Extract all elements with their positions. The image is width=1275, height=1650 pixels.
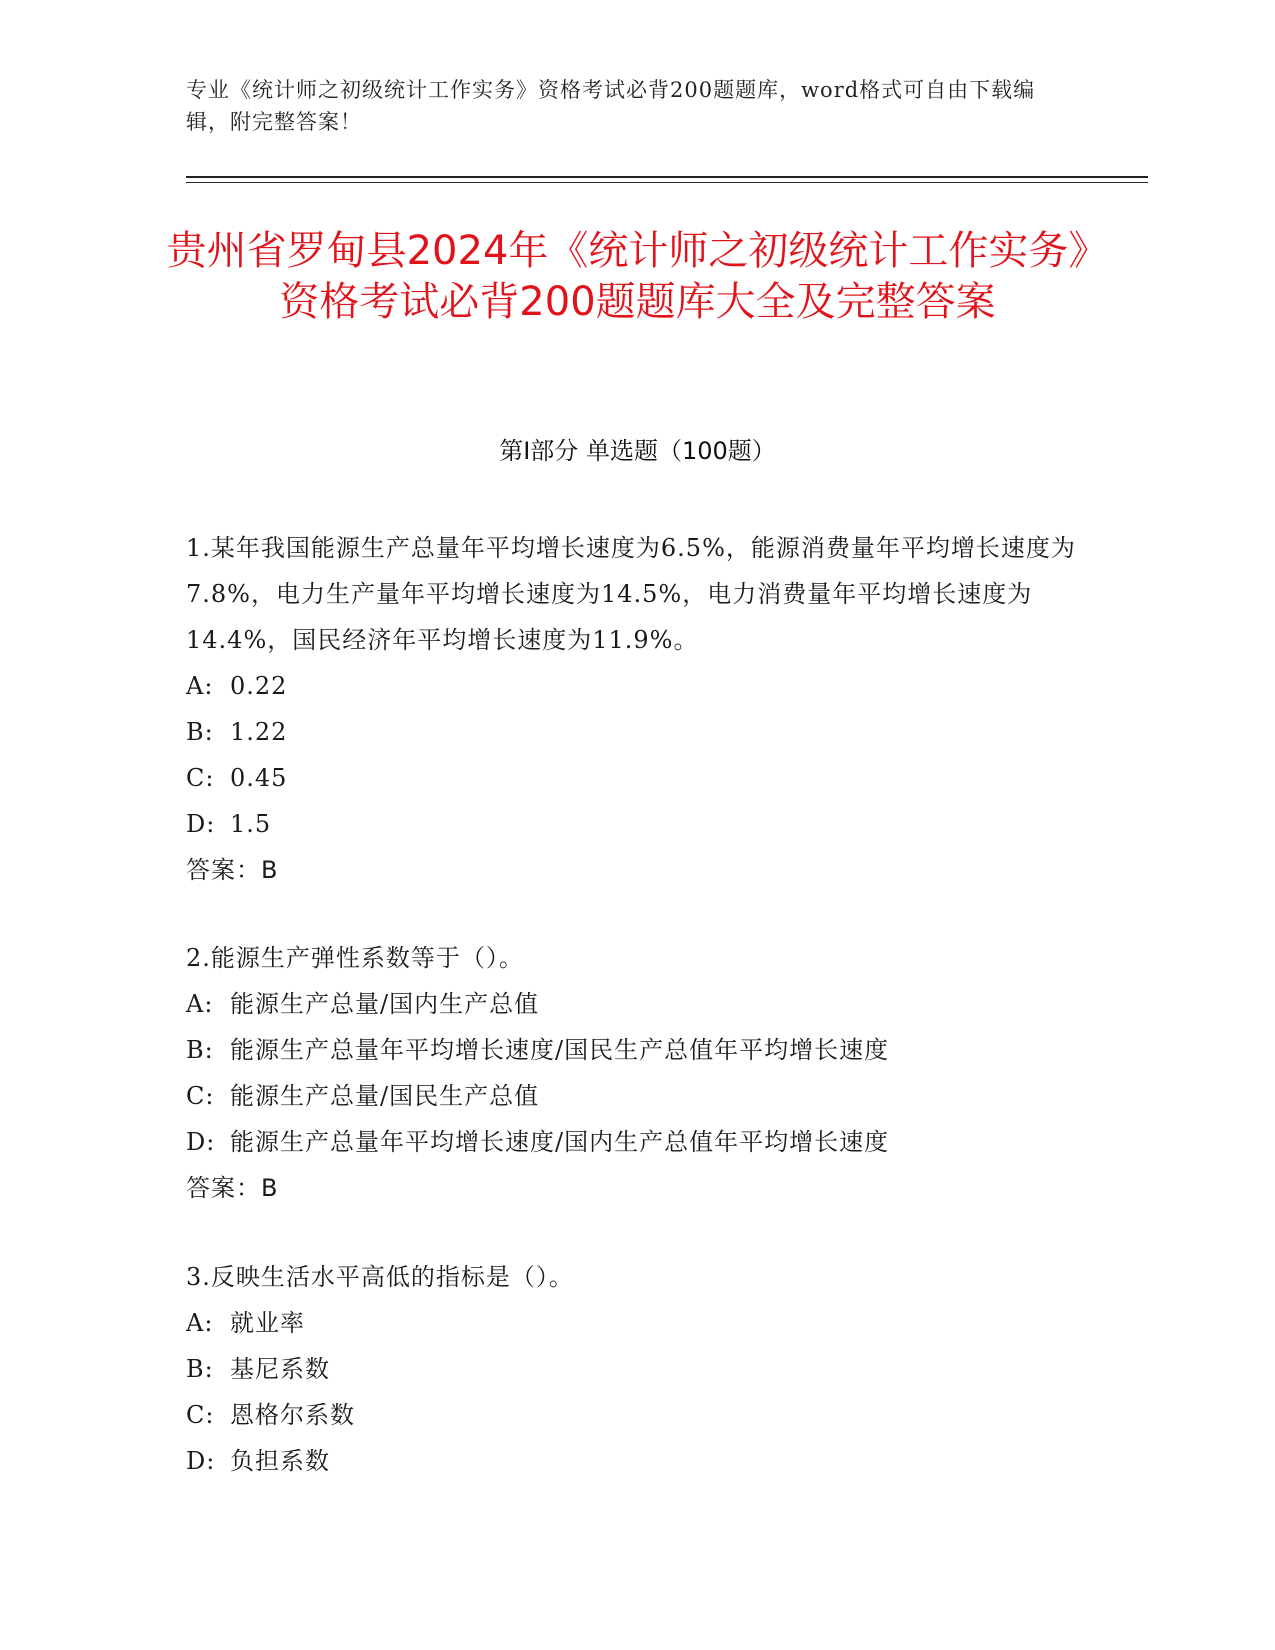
- option-key: C:: [186, 764, 215, 792]
- option-key: A:: [186, 672, 214, 700]
- option-text: 能源生产总量/国内生产总值: [230, 990, 540, 1018]
- header-note: 专业《统计师之初级统计工作实务》资格考试必背200题题库，word格式可自由下载编辑，附完整答案！: [186, 78, 1036, 134]
- option-b: [186, 1346, 1076, 1392]
- option-c: [186, 1392, 1076, 1438]
- option-key: A:: [186, 990, 214, 1018]
- option-d: [186, 1119, 1076, 1165]
- answer: 答案：B: [186, 1174, 279, 1202]
- option-key: B:: [186, 718, 214, 746]
- option-key: D:: [186, 1128, 216, 1156]
- option-key: D:: [186, 810, 216, 838]
- option-text: 能源生产总量年平均增长速度/国民生产总值年平均增长速度: [230, 1036, 890, 1064]
- question-stem: 2.能源生产弹性系数等于（）。: [186, 944, 524, 972]
- section-heading: 第Ⅰ部分 单选题（100题）: [499, 437, 776, 465]
- option-text: 能源生产总量年平均增长速度/国内生产总值年平均增长速度: [230, 1128, 890, 1156]
- option-key: B:: [186, 1355, 214, 1383]
- question-3: [186, 1254, 1076, 1484]
- option-text: 1.22: [230, 718, 288, 746]
- question-2: [186, 935, 1076, 1211]
- option-d: [186, 801, 1076, 847]
- option-a: [186, 981, 1076, 1027]
- question-1: [186, 525, 1076, 893]
- option-key: A:: [186, 1309, 214, 1337]
- option-text: 基尼系数: [230, 1355, 330, 1383]
- option-text: 0.22: [230, 672, 288, 700]
- option-text: 0.45: [230, 764, 288, 792]
- option-key: D:: [186, 1447, 216, 1475]
- option-text: 1.5: [230, 810, 272, 838]
- option-key: C:: [186, 1082, 215, 1110]
- option-b: [186, 1027, 1076, 1073]
- option-a: [186, 663, 1076, 709]
- option-text: 就业率: [230, 1309, 305, 1337]
- option-text: 负担系数: [230, 1447, 330, 1475]
- header-rule-thick: [186, 176, 1148, 178]
- document-title: 贵州省罗甸县2024年《统计师之初级统计工作实务》资格考试必背200题题库大全及完整答案: [166, 228, 1109, 325]
- option-a: [186, 1300, 1076, 1346]
- option-key: B:: [186, 1036, 214, 1064]
- option-text: 能源生产总量/国民生产总值: [230, 1082, 540, 1110]
- option-text: 恩格尔系数: [230, 1401, 355, 1429]
- header-rule-thin: [186, 182, 1148, 183]
- option-key: C:: [186, 1401, 215, 1429]
- option-c: [186, 755, 1076, 801]
- answer: 答案：B: [186, 856, 279, 884]
- option-c: [186, 1073, 1076, 1119]
- option-b: [186, 709, 1076, 755]
- question-stem: 3.反映生活水平高低的指标是（）。: [186, 1263, 574, 1291]
- option-d: [186, 1438, 1076, 1484]
- question-stem: 1.某年我国能源生产总量年平均增长速度为6.5%，能源消费量年平均增长速度为7.8%，电力生产量年平均增长速度为14.5%，电力消费量年平均增长速度为14.4%，国民经济年平均增长速度为11.9%。: [186, 534, 1076, 654]
